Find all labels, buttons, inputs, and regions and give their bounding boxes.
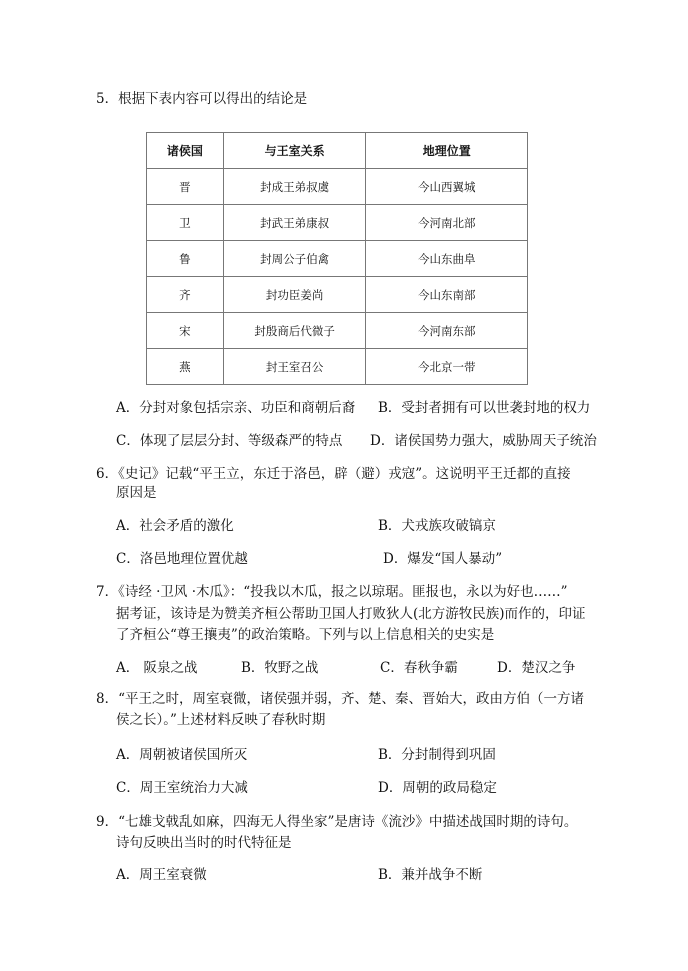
- q9-stem-cont: 诗句反映出当时的时代特征是: [116, 835, 292, 851]
- table-cell: 卫: [147, 205, 224, 241]
- q5-stem: 5．根据下表内容可以得出的结论是: [96, 91, 308, 107]
- table-row: [147, 205, 528, 241]
- table-row: [147, 277, 528, 313]
- q7-option-c: C．春秋争霸: [380, 660, 458, 676]
- table-cell: 封殷商后代微子: [223, 313, 366, 349]
- q8-option-a: A．周朝被诸侯国所灭: [116, 747, 248, 763]
- q5-table: [146, 132, 528, 385]
- table-cell: 封武王弟康叔: [223, 205, 366, 241]
- q7-option-b: B．牧野之战: [241, 660, 319, 676]
- q8-option-c: C．周王室统治力大减: [116, 780, 248, 796]
- table-cell: 燕: [147, 349, 224, 385]
- q5-option-a: A．分封对象包括宗亲、功臣和商朝后裔: [116, 400, 356, 416]
- q5-option-b: B．受封者拥有可以世袭封地的权力: [378, 400, 591, 416]
- table-cell: 宋: [147, 313, 224, 349]
- q6-option-b: B．犬戎族攻破镐京: [378, 518, 496, 534]
- q6-option-c: C．洛邑地理位置优越: [116, 551, 248, 567]
- table-cell: 今山东曲阜: [366, 241, 528, 277]
- q6-option-d: D．爆发“国人暴动”: [383, 551, 503, 567]
- table-cell: 今河南东部: [366, 313, 528, 349]
- table-cell: 今山西翼城: [366, 169, 528, 205]
- table-cell: 今河南北部: [366, 205, 528, 241]
- q5-option-d: D．诸侯国势力强大，威胁周天子统治: [370, 433, 597, 449]
- q9-stem: 9．“七雄戈戟乱如麻，四海无人得坐家”是唐诗《流沙》中描述战国时期的诗句。: [96, 814, 578, 830]
- table-header-cell: 与王室关系: [223, 133, 366, 169]
- q6-option-a: A．社会矛盾的激化: [116, 518, 234, 534]
- q8-stem-cont: 侯之长）。”上述材料反映了春秋时期: [116, 712, 326, 728]
- q6-stem: 6．《史记》记载“平王立，东迁于洛邑，辟（避）戎寇”。这说明平王迁都的直接: [96, 466, 571, 482]
- q9-option-a: A．周王室衰微: [116, 867, 207, 883]
- q7-stem-cont: 据考证，该诗是为赞美齐桓公帮助卫国人打败狄人(北方游牧民族)而作的，印证: [116, 606, 586, 622]
- table-row: [147, 169, 528, 205]
- table-cell: 今北京一带: [366, 349, 528, 385]
- q5-option-c: C．体现了层层分封、等级森严的特点: [116, 433, 343, 449]
- q7-option-d: D．楚汉之争: [497, 660, 576, 676]
- table-cell: 晋: [147, 169, 224, 205]
- table-header-cell: 诸侯国: [147, 133, 224, 169]
- table-cell: 封成王弟叔虞: [223, 169, 366, 205]
- table-cell: 封周公子伯禽: [223, 241, 366, 277]
- q7-stem-cont: 了齐桓公“尊王攘夷”的政治策略。下列与以上信息相关的史实是: [116, 627, 495, 643]
- table-cell: 鲁: [147, 241, 224, 277]
- q9-option-b: B．兼并战争不断: [378, 867, 483, 883]
- table-header-cell: 地理位置: [366, 133, 528, 169]
- q6-stem-cont: 原因是: [116, 485, 157, 501]
- q8-option-b: B．分封制得到巩固: [378, 747, 496, 763]
- table-row: [147, 241, 528, 277]
- table-cell: 今山东南部: [366, 277, 528, 313]
- table-header-row: [147, 133, 528, 169]
- table-row: [147, 349, 528, 385]
- table-cell: 齐: [147, 277, 224, 313]
- table-cell: 封王室召公: [223, 349, 366, 385]
- table-cell: 封功臣姜尚: [223, 277, 366, 313]
- q8-option-d: D．周朝的政局稳定: [378, 780, 497, 796]
- q8-stem: 8．“平王之时，周室衰微，诸侯强并弱，齐、楚、秦、晋始大，政由方伯（一方诸: [96, 691, 584, 707]
- q7-option-a: A． 阪泉之战: [116, 660, 198, 676]
- q7-stem: 7．《诗经 ·卫风 ·木瓜》：“投我以木瓜，报之以琼琚。匪报也，永以为好也……”: [96, 584, 568, 600]
- table-row: [147, 313, 528, 349]
